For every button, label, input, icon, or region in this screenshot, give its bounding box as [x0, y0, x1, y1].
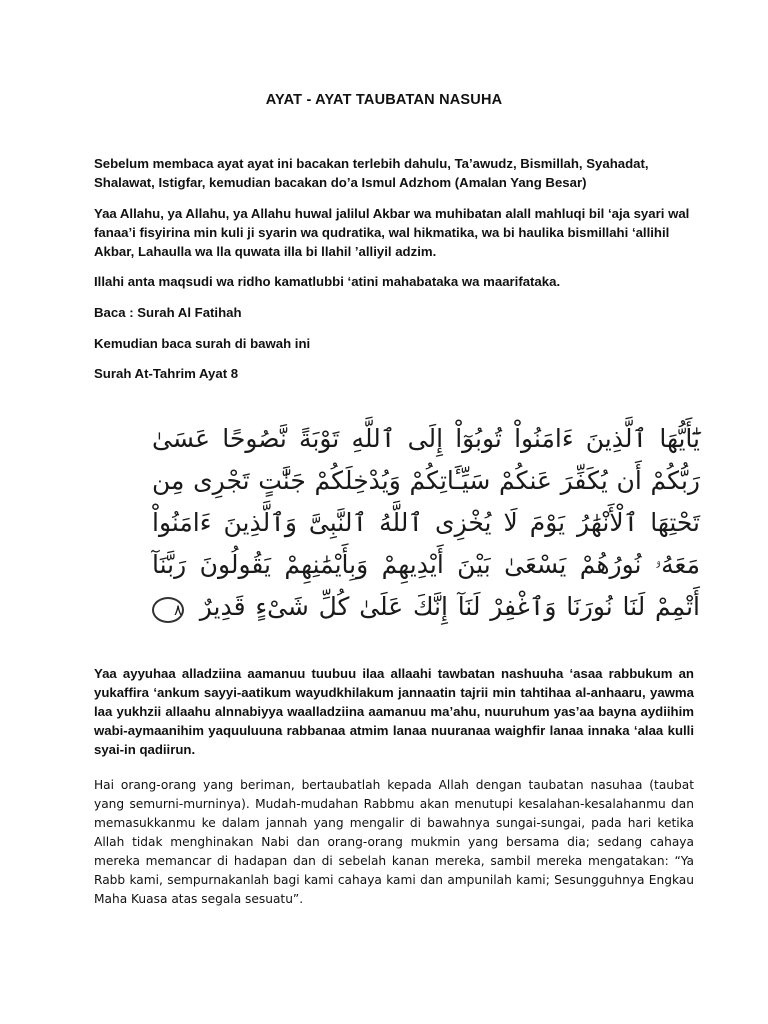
arabic-verse: يَٰٓأَيُّهَا ٱلَّذِينَ ءَامَنُواْ تُوبُوٓاْ إِلَى ٱللَّهِ تَوْبَةً نَّصُوحًا عَسَىٰ رَبُّكُمْ أَن يُكَفِّرَ عَنكُمْ سَيِّـَٔاتِكُمْ وَيُدْخِلَكُمْ جَنَّٰتٍ تَجْرِى مِن تَحْتِهَا ٱلْأَنْهَٰرُ يَوْمَ لَا يُخْزِى ٱللَّهُ ٱلنَّبِىَّ وَٱلَّذِينَ ءَامَنُواْ مَعَهُۥ نُورُهُمْ يَسْعَىٰ بَيْنَ أَيْدِيهِمْ وَبِأَيْمَٰنِهِمْ يَقُولُونَ رَبَّنَآ أَتْمِمْ لَنَا نُورَنَا وَٱغْفِرْ لَنَآ إِنَّكَ عَلَىٰ كُلِّ شَىْءٍ قَدِيرٌ — [152, 424, 700, 621]
translation-paragraph: Hai orang-orang yang beriman, bertaubatlah kepada Allah dengan taubatan nasuhaa (taubat yang semurni-murninya). Mudah-mudahan Rabbmu akan menutupi kesalahan-kesalahanmu dan memasukkanmu ke dalam jannah yang mengalir di bawahnya sungai-sungai, pada hari ketika Allah tidak menghinakan Nabi dan orang-orang mukmin yang bersama dia; sedang cahaya mereka memancar di hadapan dan di sebelah kanan mereka, sambil mereka mengatakan: “Ya Rabb kami, sempurnakanlah bagi kami cahaya kami dan ampunilah kami; Sesungguhnya Engkau Maha Kuasa atas segala sesuatu”. — [94, 778, 694, 906]
transliteration-paragraph: Yaa ayyuhaa alladziina aamanuu tuubuu ilaa allaahi tawbatan nashuuha ‘asaa rabbukum an yukaffira ‘ankum sayyi-aatikum wayudkhilakum jannaatin tajrii min tahtihaa al-anhaaru, yawma laa yukhzii allaahu alnnabiyya waalladziina aamanuu ma’ahu, nuuruhum yas’aa bayna aydiihim wabi-aymaanihim yaquuluuna rabbanaa atmim lanaa nuuranaa waighfir lanaa innaka ‘alaa kulli syai-in qadiirun. — [94, 666, 694, 757]
arabic-verse-text — [152, 418, 700, 628]
instruction-fatihah: Baca : Surah Al Fatihah — [94, 305, 242, 320]
intro-paragraph: Sebelum membaca ayat ayat ini bacakan terlebih dahulu, Ta’awudz, Bismillah, Syahadat, Shalawat, Istigfar, kemudian bacakan do’a Ismul Adzhom (Amalan Yang Besar) — [94, 156, 649, 190]
instruction-next: Kemudian baca surah di bawah ini — [94, 336, 311, 351]
doa-ismul-adzhom-paragraph: Yaa Allahu, ya Allahu, ya Allahu huwal jalilul Akbar wa muhibatan alall mahluqi bil ‘aja syari wal fanaa’i fisyirina min kuli ji syarin wa qudratika, wal hikmatika, wa bi haulika bismillahi ‘allihil Akbar, Lahaulla wa lla quwata illa bi llahil ’alliyil adzim. — [94, 206, 690, 259]
doa-illahi-paragraph: Illahi anta maqsudi wa ridho kamatlubbi ‘atini mahabataka wa maarifataka. — [94, 274, 561, 289]
surah-reference: Surah At-Tahrim Ayat 8 — [94, 366, 239, 381]
page-title: AYAT - AYAT TAUBATAN NASUHA — [265, 92, 503, 108]
ayah-number-marker: ٨ — [152, 597, 184, 623]
arabic-verse-block — [152, 418, 700, 630]
